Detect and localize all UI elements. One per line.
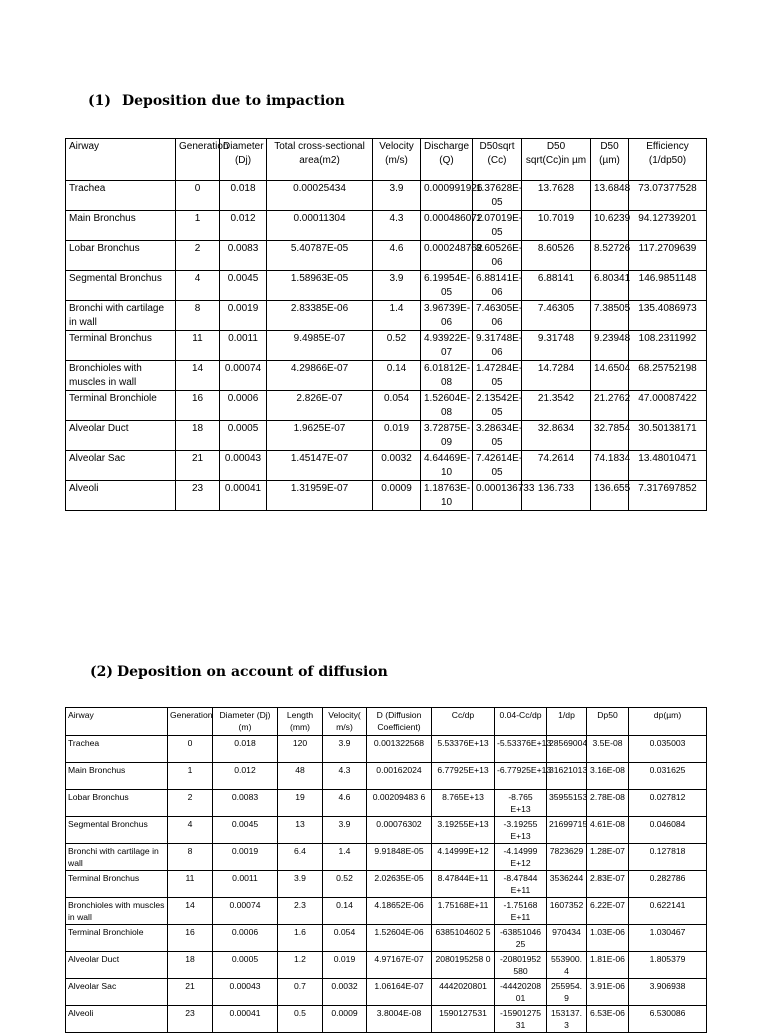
table-cell: 4.14999E+12 [432, 844, 495, 871]
table-row [66, 844, 707, 871]
table-cell: 1.805379 [629, 952, 707, 979]
table-cell: 32.7854 [591, 421, 629, 451]
table-cell: 4.29866E-07 [267, 361, 373, 391]
table-cell: 48 [278, 763, 323, 790]
table-cell: 8.765E+13 [432, 790, 495, 817]
table-cell: 0.000486072 [421, 211, 473, 241]
table-cell: 0.0032 [323, 979, 367, 1006]
column-header: 0.04-Cc/dp [495, 708, 547, 736]
table-cell: 0.0005 [213, 952, 278, 979]
table-cell: 0.054 [323, 925, 367, 952]
table-cell: 9.4985E-07 [267, 331, 373, 361]
column-header: D50sqrt (Cc) [473, 139, 522, 181]
table-row [66, 301, 707, 331]
column-header: Discharge (Q) [421, 139, 473, 181]
column-header: Velocity (m/s) [373, 139, 421, 181]
table-row [66, 451, 707, 481]
table-cell: 0.00041 [213, 1006, 278, 1033]
table-cell: 6.88141 [522, 271, 591, 301]
table-cell: 0.035003 [629, 736, 707, 763]
table-row [66, 952, 707, 979]
table-row [66, 817, 707, 844]
table-cell: 1.37628E-05 [473, 181, 522, 211]
airway-name-cell: Bronchi with cartilage in wall [66, 301, 176, 331]
table-cell: 3.91E-06 [587, 979, 629, 1006]
table-cell: 136.655 [591, 481, 629, 511]
column-header: Airway [66, 139, 176, 181]
table-cell: 4.64469E-10 [421, 451, 473, 481]
column-header: D50 (µm) [591, 139, 629, 181]
table-cell: 0.0011 [220, 331, 267, 361]
table-cell: 21 [176, 451, 220, 481]
table-cell: 8.47844E+11 [432, 871, 495, 898]
table-cell: 5.53376E+13 [432, 736, 495, 763]
table-row [66, 421, 707, 451]
table-cell: 3.72875E-09 [421, 421, 473, 451]
table-cell: 0.054 [373, 391, 421, 421]
table-cell: 2.826E-07 [267, 391, 373, 421]
table-cell: 1.03E-06 [587, 925, 629, 952]
table-cell: 120 [278, 736, 323, 763]
table-cell: 0.031625 [629, 763, 707, 790]
table-cell: 0.027812 [629, 790, 707, 817]
table-cell: 16 [168, 925, 213, 952]
table-cell: 0.622141 [629, 898, 707, 925]
table-cell: 0.52 [373, 331, 421, 361]
table-cell: 6385104602 5 [432, 925, 495, 952]
table-cell: 135.4086973 [629, 301, 707, 331]
table-cell: 3.8004E-08 [367, 1006, 432, 1033]
table-cell: -20801952 580 [495, 952, 547, 979]
table-cell: 4 [168, 817, 213, 844]
table-cell: 970434 [547, 925, 587, 952]
table-row [66, 736, 707, 763]
table-row [66, 871, 707, 898]
table-cell: 0.000991926 [421, 181, 473, 211]
table-cell: 21699715 [547, 817, 587, 844]
airway-name-cell: Alveolar Sac [66, 451, 176, 481]
table-row [66, 979, 707, 1006]
table-cell: 0.14 [323, 898, 367, 925]
table-cell: -8.765 E+13 [495, 790, 547, 817]
table-cell: 3.906938 [629, 979, 707, 1006]
table-cell: 6.530086 [629, 1006, 707, 1033]
table-cell: 6.4 [278, 844, 323, 871]
table-cell: 0.00162024 [367, 763, 432, 790]
table-cell: 0.0045 [213, 817, 278, 844]
table-cell: 6.22E-07 [587, 898, 629, 925]
table-cell: 0 [176, 181, 220, 211]
table-cell: 1607352 [547, 898, 587, 925]
table-cell: 9.91848E-05 [367, 844, 432, 871]
section-1-title: Deposition due to impaction [122, 93, 345, 109]
table-cell: 1.28E-07 [587, 844, 629, 871]
table-cell: 8.60526 [522, 241, 591, 271]
table-cell: 2.02635E-05 [367, 871, 432, 898]
table-row [66, 391, 707, 421]
table-cell: 0.0006 [220, 391, 267, 421]
column-header: Generation [176, 139, 220, 181]
table-cell: 32.8634 [522, 421, 591, 451]
airway-name-cell: Trachea [66, 736, 168, 763]
table-cell: 0.5 [278, 1006, 323, 1033]
table-cell: 10.7019 [522, 211, 591, 241]
table-cell: 1.52604E-08 [421, 391, 473, 421]
column-header: Total cross-sectional area(m2) [267, 139, 373, 181]
column-header: 1/dp [547, 708, 587, 736]
table-cell: -8.47844 E+11 [495, 871, 547, 898]
table-cell: 18 [176, 421, 220, 451]
table-cell: 2 [176, 241, 220, 271]
section-1-number: (1) [88, 93, 111, 109]
table-row [66, 763, 707, 790]
table-row [66, 481, 707, 511]
table-cell: 0.019 [373, 421, 421, 451]
table-cell: 30.50138171 [629, 421, 707, 451]
column-header: Dp50 [587, 708, 629, 736]
table-cell: 0.0009 [373, 481, 421, 511]
table-cell: -63851046 25 [495, 925, 547, 952]
table-cell: 73.07377528 [629, 181, 707, 211]
airway-name-cell: Terminal Bronchiole [66, 925, 168, 952]
table-cell: 1.6 [278, 925, 323, 952]
table-cell: 35955153 [547, 790, 587, 817]
column-header: dp(µm) [629, 708, 707, 736]
table-cell: 0.046084 [629, 817, 707, 844]
table-cell: 0.018 [213, 736, 278, 763]
table-cell: 0.0019 [213, 844, 278, 871]
table-cell: 23 [176, 481, 220, 511]
table-row [66, 241, 707, 271]
table-cell: 4 [176, 271, 220, 301]
table-cell: 1.030467 [629, 925, 707, 952]
table-cell: 13 [278, 817, 323, 844]
table-cell: 0.127818 [629, 844, 707, 871]
table-cell: 14 [168, 898, 213, 925]
table-cell: 4.3 [323, 763, 367, 790]
table-cell: 2.83385E-06 [267, 301, 373, 331]
table-cell: 3536244 [547, 871, 587, 898]
table-cell: 0.00025434 [267, 181, 373, 211]
table-cell: 1.18763E-10 [421, 481, 473, 511]
table-cell: 0.000136733 [473, 481, 522, 511]
table-row [66, 211, 707, 241]
table-cell: 0.14 [373, 361, 421, 391]
airway-name-cell: Alveoli [66, 481, 176, 511]
table-cell: 47.00087422 [629, 391, 707, 421]
column-header: Diameter (Dj) [220, 139, 267, 181]
table-cell: 23 [168, 1006, 213, 1033]
airway-name-cell: Alveolar Duct [66, 421, 176, 451]
table-cell: 2.83E-07 [587, 871, 629, 898]
table-row [66, 271, 707, 301]
table-cell: 8 [168, 844, 213, 871]
table-cell: 0.012 [220, 211, 267, 241]
airway-name-cell: Trachea [66, 181, 176, 211]
table-cell: 7.46305 [522, 301, 591, 331]
table-cell: 3.9 [373, 181, 421, 211]
table-cell: 21 [168, 979, 213, 1006]
table-cell: 94.12739201 [629, 211, 707, 241]
table-cell: 0.00043 [213, 979, 278, 1006]
diffusion-table [65, 707, 707, 1033]
table-header-row [66, 708, 707, 736]
table-cell: 0.0032 [373, 451, 421, 481]
table-cell: 7.46305E-06 [473, 301, 522, 331]
column-header: Efficiency (1/dp50) [629, 139, 707, 181]
table-cell: 5.40787E-05 [267, 241, 373, 271]
table-cell: 74.2614 [522, 451, 591, 481]
table-cell: 0.282786 [629, 871, 707, 898]
table-cell: 4442020801 [432, 979, 495, 1006]
table-cell: 3.9 [323, 736, 367, 763]
table-cell: 1.2 [278, 952, 323, 979]
column-header: D50 sqrt(Cc)in µm [522, 139, 591, 181]
table-cell: 0.00011304 [267, 211, 373, 241]
section-2-heading [90, 664, 388, 680]
airway-name-cell: Bronchioles with muscles in wall [66, 898, 168, 925]
table-cell: 0.0083 [213, 790, 278, 817]
table-cell: 1.75168E+11 [432, 898, 495, 925]
table-cell: -5.53376E+13 [495, 736, 547, 763]
table-cell: 3.16E-08 [587, 763, 629, 790]
table-cell: -4.14999 E+12 [495, 844, 547, 871]
table-cell: 4.97167E-07 [367, 952, 432, 979]
table-cell: 255954. 9 [547, 979, 587, 1006]
column-header: Length (mm) [278, 708, 323, 736]
table-cell: 8.52726 [591, 241, 629, 271]
table-cell: 0.001322568 [367, 736, 432, 763]
table-cell: 3.96739E-06 [421, 301, 473, 331]
table-cell: 0.0011 [213, 871, 278, 898]
table-cell: 18 [168, 952, 213, 979]
table-cell: 14.7284 [522, 361, 591, 391]
table-cell: 0.0005 [220, 421, 267, 451]
table-cell: 2 [168, 790, 213, 817]
table-cell: 3.28634E-05 [473, 421, 522, 451]
table-cell: 11 [168, 871, 213, 898]
table-cell: 1.47284E-05 [473, 361, 522, 391]
table-cell: 0.018 [220, 181, 267, 211]
table-cell: -3.19255 E+13 [495, 817, 547, 844]
airway-name-cell: Bronchi with cartilage in wall [66, 844, 168, 871]
table-cell: 0.0045 [220, 271, 267, 301]
table-cell: 0.00074 [213, 898, 278, 925]
column-header: D (Diffusion Coefficient) [367, 708, 432, 736]
table-cell: 9.23948 [591, 331, 629, 361]
table-cell: 136.733 [522, 481, 591, 511]
table-cell: 117.2709639 [629, 241, 707, 271]
table-cell: 74.1834 [591, 451, 629, 481]
table-cell: 13.6848 [591, 181, 629, 211]
table-cell: 553900. 4 [547, 952, 587, 979]
table-cell: 7823629 [547, 844, 587, 871]
table-cell: 14.6504 [591, 361, 629, 391]
table-cell: 10.6239 [591, 211, 629, 241]
table-cell: -6.77925E+13 [495, 763, 547, 790]
airway-name-cell: Segmental Bronchus [66, 817, 168, 844]
table-row [66, 1006, 707, 1033]
table-cell: 28569004 [547, 736, 587, 763]
table-row [66, 361, 707, 391]
table-cell: 3.9 [373, 271, 421, 301]
table-header-row [66, 139, 707, 181]
table-cell: 1.52604E-06 [367, 925, 432, 952]
table-cell: 153137. 3 [547, 1006, 587, 1033]
table-cell: 4.3 [373, 211, 421, 241]
table-cell: 0.0009 [323, 1006, 367, 1033]
column-header: Diameter (Dj) (m) [213, 708, 278, 736]
airway-name-cell: Alveolar Duct [66, 952, 168, 979]
table-cell: 31621013 [547, 763, 587, 790]
table-cell: 11 [176, 331, 220, 361]
column-header: Cc/dp [432, 708, 495, 736]
table-cell: 1590127531 [432, 1006, 495, 1033]
table-cell: 13.7628 [522, 181, 591, 211]
table-row [66, 790, 707, 817]
table-row [66, 925, 707, 952]
table-cell: 7.317697852 [629, 481, 707, 511]
table-cell: 0.0083 [220, 241, 267, 271]
table-cell: 1 [176, 211, 220, 241]
table-cell: 1.31959E-07 [267, 481, 373, 511]
table-cell: 1.4 [373, 301, 421, 331]
table-cell: 4.6 [373, 241, 421, 271]
airway-name-cell: Lobar Bronchus [66, 790, 168, 817]
table-cell: -15901275 31 [495, 1006, 547, 1033]
table-cell: 6.53E-06 [587, 1006, 629, 1033]
airway-name-cell: Main Bronchus [66, 763, 168, 790]
table-cell: 0.00041 [220, 481, 267, 511]
airway-name-cell: Bronchioles with muscles in wall [66, 361, 176, 391]
table-cell: 4.61E-08 [587, 817, 629, 844]
table-cell: 1.58963E-05 [267, 271, 373, 301]
table-cell: 1.81E-06 [587, 952, 629, 979]
table-cell: 0.00074 [220, 361, 267, 391]
airway-name-cell: Terminal Bronchiole [66, 391, 176, 421]
table-cell: 0 [168, 736, 213, 763]
airway-name-cell: Alveolar Sac [66, 979, 168, 1006]
table-cell: 1.06164E-07 [367, 979, 432, 1006]
table-cell: 19 [278, 790, 323, 817]
table-cell: 4.93922E-07 [421, 331, 473, 361]
table-cell: 4.18652E-06 [367, 898, 432, 925]
table-cell: 3.5E-08 [587, 736, 629, 763]
table-cell: 68.25752198 [629, 361, 707, 391]
airway-name-cell: Terminal Bronchus [66, 871, 168, 898]
table-cell: 2.78E-08 [587, 790, 629, 817]
table-cell: 6.80341 [591, 271, 629, 301]
table-cell: 0.00076302 [367, 817, 432, 844]
table-cell: 2.13542E-05 [473, 391, 522, 421]
table-cell: 1.45147E-07 [267, 451, 373, 481]
table-cell: 6.01812E-08 [421, 361, 473, 391]
table-cell: 6.77925E+13 [432, 763, 495, 790]
table-cell: 0.019 [323, 952, 367, 979]
section-2-number: (2) [90, 664, 113, 680]
table-cell: 8.60526E-06 [473, 241, 522, 271]
table-cell: 1 [168, 763, 213, 790]
table-cell: 3.9 [278, 871, 323, 898]
table-cell: 1.07019E-05 [473, 211, 522, 241]
airway-name-cell: Main Bronchus [66, 211, 176, 241]
table-cell: 2.3 [278, 898, 323, 925]
table-row [66, 331, 707, 361]
table-cell: 16 [176, 391, 220, 421]
table-cell: 0.7 [278, 979, 323, 1006]
section-2-title: Deposition on account of diffusion [117, 664, 388, 680]
table-cell: 7.42614E-05 [473, 451, 522, 481]
table-row [66, 898, 707, 925]
impaction-table [65, 138, 707, 511]
airway-name-cell: Segmental Bronchus [66, 271, 176, 301]
column-header: Velocity( m/s) [323, 708, 367, 736]
table-cell: 8 [176, 301, 220, 331]
table-cell: 21.2762 [591, 391, 629, 421]
table-row [66, 181, 707, 211]
table-cell: 108.2311992 [629, 331, 707, 361]
table-cell: 0.52 [323, 871, 367, 898]
table-cell: 0.0019 [220, 301, 267, 331]
table-cell: 13.48010471 [629, 451, 707, 481]
table-cell: 0.0006 [213, 925, 278, 952]
table-cell: 6.88141E-06 [473, 271, 522, 301]
table-cell: 0.012 [213, 763, 278, 790]
table-cell: 14 [176, 361, 220, 391]
table-cell: 1.9625E-07 [267, 421, 373, 451]
table-cell: 21.3542 [522, 391, 591, 421]
column-header: Generation [168, 708, 213, 736]
table-cell: 9.31748E-06 [473, 331, 522, 361]
section-1-heading [88, 93, 345, 109]
table-cell: 0.000248762 [421, 241, 473, 271]
table-cell: 6.19954E-05 [421, 271, 473, 301]
table-cell: 7.38505 [591, 301, 629, 331]
table-cell: 0.00043 [220, 451, 267, 481]
table-cell: -44420208 01 [495, 979, 547, 1006]
table-cell: 0.00209483 6 [367, 790, 432, 817]
table-cell: 3.9 [323, 817, 367, 844]
table-cell: -1.75168 E+11 [495, 898, 547, 925]
table-cell: 146.9851148 [629, 271, 707, 301]
table-cell: 4.6 [323, 790, 367, 817]
table-cell: 9.31748 [522, 331, 591, 361]
table-cell: 3.19255E+13 [432, 817, 495, 844]
table-cell: 2080195258 0 [432, 952, 495, 979]
table-cell: 1.4 [323, 844, 367, 871]
column-header: Airway [66, 708, 168, 736]
airway-name-cell: Terminal Bronchus [66, 331, 176, 361]
airway-name-cell: Lobar Bronchus [66, 241, 176, 271]
airway-name-cell: Alveoli [66, 1006, 168, 1033]
